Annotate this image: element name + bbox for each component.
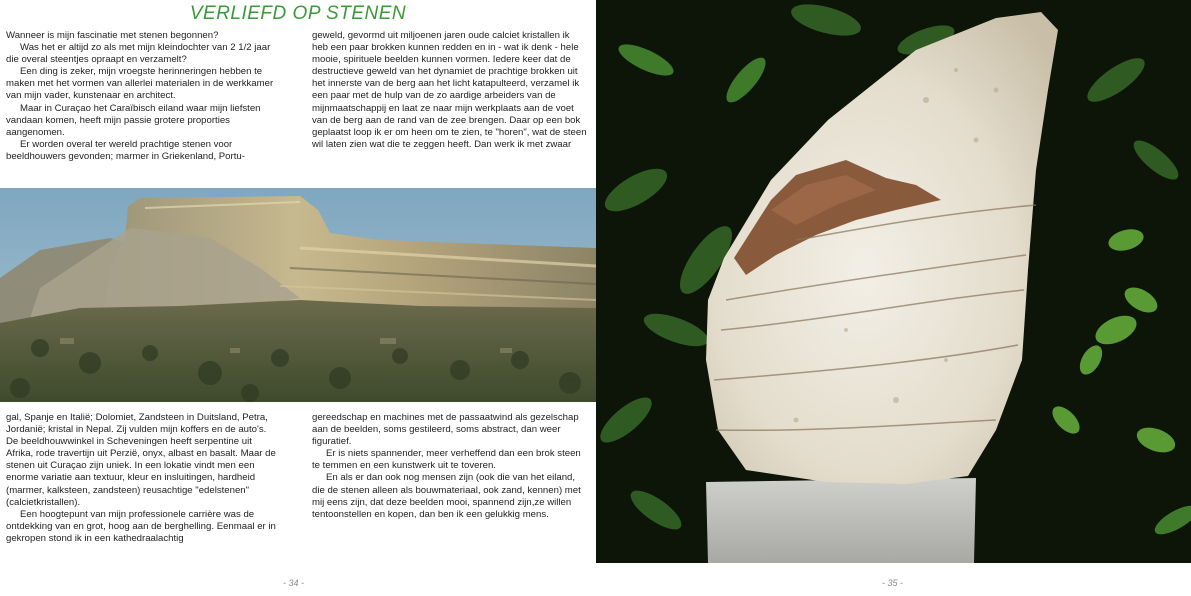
landscape-photo bbox=[0, 188, 596, 402]
text-column-bottom-left bbox=[6, 412, 281, 545]
paragraph: gal, Spanje en Italië; Dolomiet, Zandsteen in Duitsland, Petra, Jordanië; kristal in Nepal. Zij vulden mijn koffers en de auto's. De beeldhouwwinkel in Scheveningen heeft serpentine uit Afrika, rode travertijn uit Perzië, onyx, albast en basalt. Maar de stenen uit Curaçao zijn uniek. In een lokatie vindt men een enorme variatie aan textuur, kleur en insluitingen, hardheid (marmer, kalksteen, zandsteen) reusachtige "edelstenen" (calcietkristallen). bbox=[6, 412, 276, 508]
paragraph: Maar in Curaçao het Caraïbisch eiland waar mijn liefsten vandaan komen, heeft mijn passie grotere proporties aangenomen. bbox=[6, 102, 261, 138]
paragraph: Er is niets spannender, meer verheffend dan een brok steen te temmen en een kunstwerk uit te toveren. bbox=[312, 448, 581, 472]
sculpture-photo bbox=[596, 0, 1191, 563]
text-column-top-left bbox=[6, 30, 281, 163]
mesa-cliff-image bbox=[0, 188, 596, 402]
paragraph: Een hoogtepunt van mijn professionele carrière was de ontdekking van en grot, hoog aan de berghelling. Eenmaal er in gekropen stond ik in een kathedraalachtig bbox=[6, 508, 276, 544]
paragraph: Was het er altijd zo als met mijn kleindochter van 2 1/2 jaar die overal steentjes opraapt en verzamelt? bbox=[6, 42, 271, 66]
right-page bbox=[596, 0, 1191, 596]
marble-sculpture-image bbox=[596, 0, 1191, 563]
paragraph: gereedschap en machines met de passaatwind als gezelschap aan de beelden, soms gestileerd, soms abstract, dan weer figuratief. bbox=[312, 412, 579, 448]
paragraph: geweld, gevormd uit miljoenen jaren oude calciet kristallen ik heb een paar brokken kunnen redden en in - wat ik denk - hele mooie, spirituele beelden kunnen vormen. Iedere keer dat de destructieve geweld van het dynamiet de prachtige brokken uit het innerste van de berg aan het licht katapulteerd, verzamel ik een paar met de hulp van de zo aardige arbeiders van de mijnmaatschappij en laat ze naar mijn werkplaats aan de voet van de berg aan de rand van de zee brengen. Daar op een bok geplaatst loop ik er om heen om te zien, te "horen", wat de steen wil laten zien wat die te zeggen heeft. Dan werk ik met zwaar bbox=[312, 30, 587, 150]
paragraph: En als er dan ook nog mensen zijn (ook die van het eiland, die de stenen alleen als bouwmateriaal, ook zand, kennen) met mij eens zijn, dat deze beelden mooi, spannend zijn,ze willen tentoonstellen en kopen, dan ben ik een gelukkig mens. bbox=[312, 472, 581, 520]
paragraph: Er worden overal ter wereld prachtige stenen voor beeldhouwers gevonden; marmer in Griekenland, Portu- bbox=[6, 138, 245, 162]
page-number-right: - 35 - bbox=[882, 578, 904, 588]
text-column-top-right bbox=[312, 30, 587, 151]
paragraph: Een ding is zeker, mijn vroegste herinneringen hebben te maken met het vormen van allerlei materialen in de werkkamer van mijn vader, kunstenaar en architect. bbox=[6, 66, 274, 102]
text-column-bottom-right bbox=[312, 412, 587, 521]
paragraph: Wanneer is mijn fascinatie met stenen begonnen? bbox=[6, 30, 219, 41]
page-number-left: - 34 - bbox=[283, 578, 305, 588]
page-title: VERLIEFD OP STENEN bbox=[189, 3, 407, 24]
